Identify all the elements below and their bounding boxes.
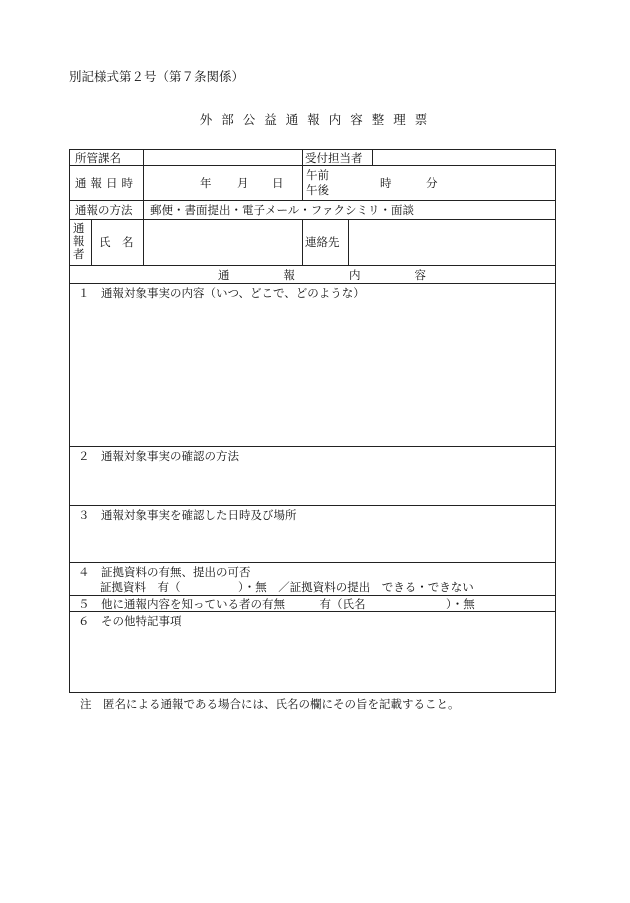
reporter-label: 通報者 bbox=[73, 221, 85, 261]
content-section-header: 通報内容 bbox=[218, 268, 480, 282]
column-divider bbox=[91, 219, 92, 265]
item2-label: ２ 通報対象事実の確認の方法 bbox=[78, 449, 239, 463]
row-divider bbox=[69, 505, 556, 506]
receiver-label: 受付担当者 bbox=[305, 151, 363, 165]
item2-field[interactable] bbox=[72, 465, 552, 501]
column-divider bbox=[302, 219, 303, 265]
receiver-field[interactable] bbox=[376, 151, 552, 163]
dept-label: 所管課名 bbox=[75, 151, 121, 165]
row-divider bbox=[69, 595, 556, 596]
row-divider bbox=[69, 283, 556, 284]
method-label: 通報の方法 bbox=[75, 203, 133, 217]
pm-label[interactable]: 午後 bbox=[306, 183, 329, 197]
column-divider bbox=[348, 219, 349, 265]
footer-note: 注 匿名による通報である場合には、氏名の欄にその旨を記載すること。 bbox=[80, 697, 460, 711]
item4-label: ４ 証拠資料の有無、提出の可否 bbox=[78, 565, 251, 579]
month-label: 月 bbox=[237, 176, 249, 190]
name-label: 氏 名 bbox=[99, 235, 134, 249]
row-divider bbox=[69, 611, 556, 612]
day-label: 日 bbox=[272, 176, 284, 190]
contact-label: 連絡先 bbox=[305, 235, 340, 249]
minute-label: 分 bbox=[426, 176, 438, 190]
item1-field[interactable] bbox=[72, 302, 552, 442]
name-field[interactable] bbox=[150, 224, 298, 262]
document-title: 外部公益通報内容整理票 bbox=[199, 112, 437, 127]
row-divider bbox=[69, 265, 556, 266]
year-label: 年 bbox=[200, 176, 212, 190]
hour-label: 時 bbox=[380, 176, 392, 190]
datetime-label: 通報日時 bbox=[75, 176, 137, 190]
item6-label: ６ その他特記事項 bbox=[78, 614, 182, 628]
column-divider bbox=[302, 149, 303, 200]
column-divider bbox=[372, 149, 373, 165]
row-divider bbox=[69, 562, 556, 563]
form-number-label: 別記様式第２号（第７条関係） bbox=[69, 69, 245, 84]
item1-label: １ 通報対象事実の内容（いつ、どこで、どのような） bbox=[78, 286, 365, 300]
item3-field[interactable] bbox=[72, 524, 552, 558]
am-label[interactable]: 午前 bbox=[306, 168, 329, 182]
method-options[interactable]: 郵便・書面提出・電子メール・ファクシミリ・面談 bbox=[150, 203, 415, 217]
column-divider bbox=[143, 149, 144, 265]
item6-field[interactable] bbox=[72, 630, 552, 688]
contact-field[interactable] bbox=[352, 224, 552, 262]
item3-label: ３ 通報対象事実を確認した日時及び場所 bbox=[78, 508, 297, 522]
dept-field[interactable] bbox=[150, 151, 298, 163]
item5-label[interactable]: ５ 他に通報内容を知っている者の有無 有（氏名 ）・無 bbox=[78, 597, 475, 611]
row-divider bbox=[69, 446, 556, 447]
item4-evidence-options[interactable]: 証拠資料 有（ ）・無 ／証拠資料の提出 できる・できない bbox=[100, 580, 474, 594]
